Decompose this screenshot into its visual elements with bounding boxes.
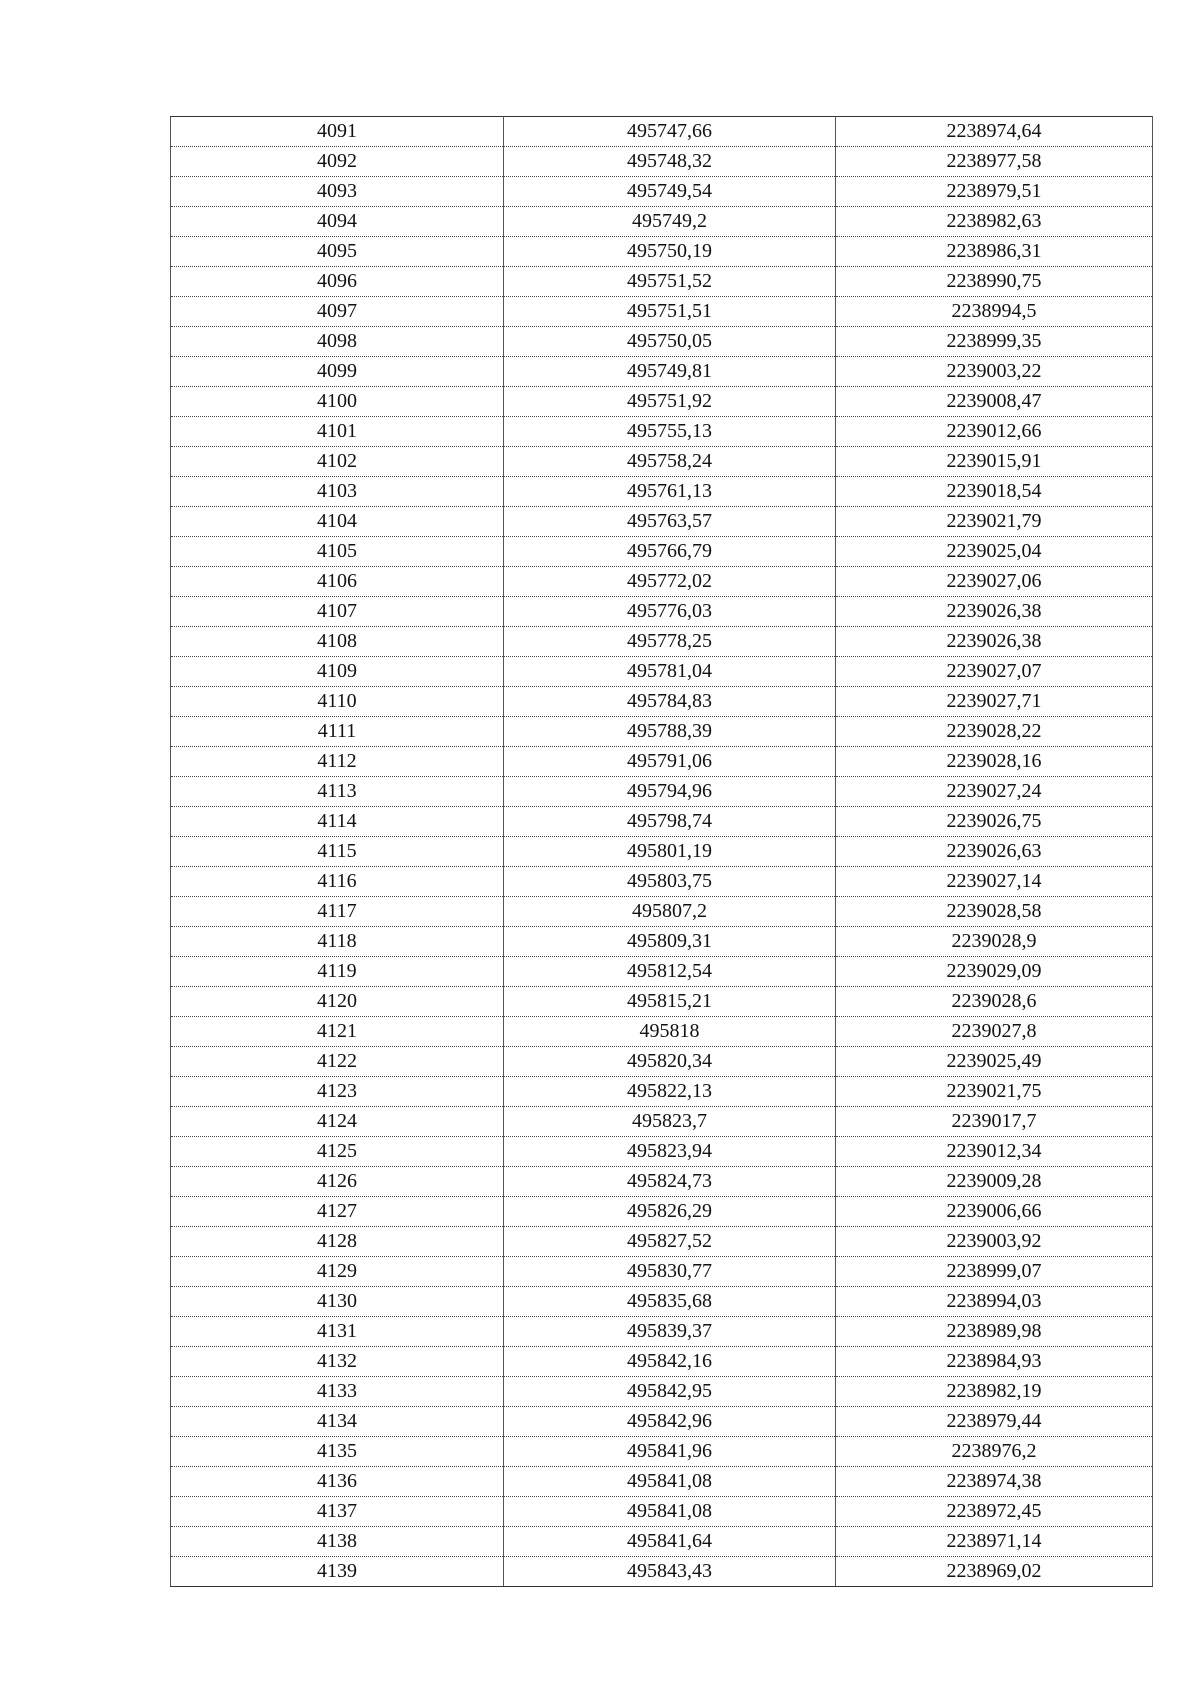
table-row xyxy=(171,957,1153,987)
y-coordinate-cell: 2238979,51 xyxy=(836,177,1153,207)
point-number-cell: 4106 xyxy=(171,567,504,597)
y-coordinate-cell: 2238977,58 xyxy=(836,147,1153,177)
y-coordinate-cell: 2239026,38 xyxy=(836,597,1153,627)
table-row xyxy=(171,1257,1153,1287)
point-number-cell: 4113 xyxy=(171,777,504,807)
y-coordinate-cell: 2239028,6 xyxy=(836,987,1153,1017)
point-number-cell: 4126 xyxy=(171,1167,504,1197)
y-coordinate-cell: 2238974,64 xyxy=(836,117,1153,147)
coordinate-table xyxy=(170,116,1153,1587)
point-number-cell: 4114 xyxy=(171,807,504,837)
table-row xyxy=(171,177,1153,207)
x-coordinate-cell: 495749,54 xyxy=(504,177,836,207)
point-number-cell: 4115 xyxy=(171,837,504,867)
table-row xyxy=(171,807,1153,837)
table-row xyxy=(171,1437,1153,1467)
table-row xyxy=(171,1197,1153,1227)
table-row xyxy=(171,1077,1153,1107)
x-coordinate-cell: 495830,77 xyxy=(504,1257,836,1287)
table-row xyxy=(171,357,1153,387)
y-coordinate-cell: 2238979,44 xyxy=(836,1407,1153,1437)
x-coordinate-cell: 495807,2 xyxy=(504,897,836,927)
point-number-cell: 4101 xyxy=(171,417,504,447)
y-coordinate-cell: 2239027,14 xyxy=(836,867,1153,897)
table-row xyxy=(171,1287,1153,1317)
y-coordinate-cell: 2238999,35 xyxy=(836,327,1153,357)
x-coordinate-cell: 495839,37 xyxy=(504,1317,836,1347)
y-coordinate-cell: 2239008,47 xyxy=(836,387,1153,417)
x-coordinate-cell: 495791,06 xyxy=(504,747,836,777)
y-coordinate-cell: 2239017,7 xyxy=(836,1107,1153,1137)
point-number-cell: 4136 xyxy=(171,1467,504,1497)
point-number-cell: 4123 xyxy=(171,1077,504,1107)
table-row xyxy=(171,1407,1153,1437)
y-coordinate-cell: 2238989,98 xyxy=(836,1317,1153,1347)
x-coordinate-cell: 495749,2 xyxy=(504,207,836,237)
point-number-cell: 4137 xyxy=(171,1497,504,1527)
point-number-cell: 4131 xyxy=(171,1317,504,1347)
table-row xyxy=(171,447,1153,477)
x-coordinate-cell: 495843,43 xyxy=(504,1557,836,1587)
y-coordinate-cell: 2238982,63 xyxy=(836,207,1153,237)
x-coordinate-cell: 495778,25 xyxy=(504,627,836,657)
table-row xyxy=(171,657,1153,687)
table-row xyxy=(171,267,1153,297)
y-coordinate-cell: 2239028,16 xyxy=(836,747,1153,777)
y-coordinate-cell: 2239003,92 xyxy=(836,1227,1153,1257)
y-coordinate-cell: 2239027,24 xyxy=(836,777,1153,807)
point-number-cell: 4124 xyxy=(171,1107,504,1137)
table-row xyxy=(171,507,1153,537)
point-number-cell: 4120 xyxy=(171,987,504,1017)
y-coordinate-cell: 2238994,03 xyxy=(836,1287,1153,1317)
x-coordinate-cell: 495755,13 xyxy=(504,417,836,447)
x-coordinate-cell: 495842,16 xyxy=(504,1347,836,1377)
table-row xyxy=(171,747,1153,777)
x-coordinate-cell: 495766,79 xyxy=(504,537,836,567)
x-coordinate-cell: 495747,66 xyxy=(504,117,836,147)
x-coordinate-cell: 495748,32 xyxy=(504,147,836,177)
table-row xyxy=(171,1497,1153,1527)
x-coordinate-cell: 495763,57 xyxy=(504,507,836,537)
point-number-cell: 4096 xyxy=(171,267,504,297)
y-coordinate-cell: 2239012,34 xyxy=(836,1137,1153,1167)
x-coordinate-cell: 495841,08 xyxy=(504,1497,836,1527)
point-number-cell: 4121 xyxy=(171,1017,504,1047)
table-row xyxy=(171,687,1153,717)
x-coordinate-cell: 495751,92 xyxy=(504,387,836,417)
table-row xyxy=(171,1377,1153,1407)
table-row xyxy=(171,777,1153,807)
point-number-cell: 4103 xyxy=(171,477,504,507)
x-coordinate-cell: 495809,31 xyxy=(504,927,836,957)
table-row xyxy=(171,897,1153,927)
point-number-cell: 4127 xyxy=(171,1197,504,1227)
x-coordinate-cell: 495772,02 xyxy=(504,567,836,597)
point-number-cell: 4107 xyxy=(171,597,504,627)
table-row xyxy=(171,147,1153,177)
y-coordinate-cell: 2239021,79 xyxy=(836,507,1153,537)
point-number-cell: 4138 xyxy=(171,1527,504,1557)
point-number-cell: 4125 xyxy=(171,1137,504,1167)
point-number-cell: 4109 xyxy=(171,657,504,687)
table-row xyxy=(171,927,1153,957)
point-number-cell: 4094 xyxy=(171,207,504,237)
table-row xyxy=(171,717,1153,747)
x-coordinate-cell: 495841,08 xyxy=(504,1467,836,1497)
point-number-cell: 4130 xyxy=(171,1287,504,1317)
point-number-cell: 4117 xyxy=(171,897,504,927)
point-number-cell: 4132 xyxy=(171,1347,504,1377)
y-coordinate-cell: 2239003,22 xyxy=(836,357,1153,387)
point-number-cell: 4122 xyxy=(171,1047,504,1077)
point-number-cell: 4112 xyxy=(171,747,504,777)
y-coordinate-cell: 2239012,66 xyxy=(836,417,1153,447)
y-coordinate-cell: 2239025,04 xyxy=(836,537,1153,567)
x-coordinate-cell: 495758,24 xyxy=(504,447,836,477)
x-coordinate-cell: 495826,29 xyxy=(504,1197,836,1227)
table-row xyxy=(171,1557,1153,1587)
y-coordinate-cell: 2238982,19 xyxy=(836,1377,1153,1407)
x-coordinate-cell: 495750,05 xyxy=(504,327,836,357)
x-coordinate-cell: 495820,34 xyxy=(504,1047,836,1077)
point-number-cell: 4108 xyxy=(171,627,504,657)
table-row xyxy=(171,1017,1153,1047)
table-row xyxy=(171,1167,1153,1197)
x-coordinate-cell: 495798,74 xyxy=(504,807,836,837)
y-coordinate-cell: 2238971,14 xyxy=(836,1527,1153,1557)
y-coordinate-cell: 2238994,5 xyxy=(836,297,1153,327)
y-coordinate-cell: 2239026,75 xyxy=(836,807,1153,837)
x-coordinate-cell: 495776,03 xyxy=(504,597,836,627)
y-coordinate-cell: 2239029,09 xyxy=(836,957,1153,987)
table-row xyxy=(171,387,1153,417)
x-coordinate-cell: 495823,7 xyxy=(504,1107,836,1137)
y-coordinate-cell: 2239028,58 xyxy=(836,897,1153,927)
x-coordinate-cell: 495835,68 xyxy=(504,1287,836,1317)
x-coordinate-cell: 495751,51 xyxy=(504,297,836,327)
point-number-cell: 4098 xyxy=(171,327,504,357)
y-coordinate-cell: 2238986,31 xyxy=(836,237,1153,267)
table-row xyxy=(171,987,1153,1017)
table-row xyxy=(171,1137,1153,1167)
point-number-cell: 4135 xyxy=(171,1437,504,1467)
x-coordinate-cell: 495751,52 xyxy=(504,267,836,297)
table-row xyxy=(171,1227,1153,1257)
point-number-cell: 4134 xyxy=(171,1407,504,1437)
table-row xyxy=(171,1317,1153,1347)
y-coordinate-cell: 2238990,75 xyxy=(836,267,1153,297)
x-coordinate-cell: 495822,13 xyxy=(504,1077,836,1107)
table-row xyxy=(171,567,1153,597)
table-row xyxy=(171,1107,1153,1137)
y-coordinate-cell: 2239021,75 xyxy=(836,1077,1153,1107)
point-number-cell: 4095 xyxy=(171,237,504,267)
y-coordinate-cell: 2239027,8 xyxy=(836,1017,1153,1047)
table-row xyxy=(171,597,1153,627)
y-coordinate-cell: 2239027,71 xyxy=(836,687,1153,717)
x-coordinate-cell: 495818 xyxy=(504,1017,836,1047)
coordinate-table-body xyxy=(171,117,1153,1587)
x-coordinate-cell: 495803,75 xyxy=(504,867,836,897)
x-coordinate-cell: 495841,64 xyxy=(504,1527,836,1557)
point-number-cell: 4129 xyxy=(171,1257,504,1287)
x-coordinate-cell: 495815,21 xyxy=(504,987,836,1017)
point-number-cell: 4118 xyxy=(171,927,504,957)
y-coordinate-cell: 2239015,91 xyxy=(836,447,1153,477)
y-coordinate-cell: 2239026,63 xyxy=(836,837,1153,867)
point-number-cell: 4116 xyxy=(171,867,504,897)
x-coordinate-cell: 495824,73 xyxy=(504,1167,836,1197)
table-row xyxy=(171,837,1153,867)
point-number-cell: 4092 xyxy=(171,147,504,177)
y-coordinate-cell: 2238999,07 xyxy=(836,1257,1153,1287)
point-number-cell: 4128 xyxy=(171,1227,504,1257)
y-coordinate-cell: 2239018,54 xyxy=(836,477,1153,507)
x-coordinate-cell: 495823,94 xyxy=(504,1137,836,1167)
y-coordinate-cell: 2238969,02 xyxy=(836,1557,1153,1587)
y-coordinate-cell: 2239028,9 xyxy=(836,927,1153,957)
point-number-cell: 4100 xyxy=(171,387,504,417)
point-number-cell: 4093 xyxy=(171,177,504,207)
table-row xyxy=(171,1047,1153,1077)
y-coordinate-cell: 2238974,38 xyxy=(836,1467,1153,1497)
table-row xyxy=(171,297,1153,327)
x-coordinate-cell: 495788,39 xyxy=(504,717,836,747)
x-coordinate-cell: 495841,96 xyxy=(504,1437,836,1467)
table-row xyxy=(171,237,1153,267)
point-number-cell: 4111 xyxy=(171,717,504,747)
table-row xyxy=(171,867,1153,897)
x-coordinate-cell: 495801,19 xyxy=(504,837,836,867)
x-coordinate-cell: 495750,19 xyxy=(504,237,836,267)
table-row xyxy=(171,537,1153,567)
point-number-cell: 4105 xyxy=(171,537,504,567)
y-coordinate-cell: 2239025,49 xyxy=(836,1047,1153,1077)
x-coordinate-cell: 495784,83 xyxy=(504,687,836,717)
point-number-cell: 4139 xyxy=(171,1557,504,1587)
point-number-cell: 4119 xyxy=(171,957,504,987)
table-row xyxy=(171,627,1153,657)
y-coordinate-cell: 2239009,28 xyxy=(836,1167,1153,1197)
x-coordinate-cell: 495761,13 xyxy=(504,477,836,507)
x-coordinate-cell: 495827,52 xyxy=(504,1227,836,1257)
table-row xyxy=(171,477,1153,507)
point-number-cell: 4099 xyxy=(171,357,504,387)
x-coordinate-cell: 495749,81 xyxy=(504,357,836,387)
table-row xyxy=(171,117,1153,147)
y-coordinate-cell: 2239006,66 xyxy=(836,1197,1153,1227)
y-coordinate-cell: 2239028,22 xyxy=(836,717,1153,747)
y-coordinate-cell: 2238984,93 xyxy=(836,1347,1153,1377)
x-coordinate-cell: 495842,96 xyxy=(504,1407,836,1437)
table-row xyxy=(171,1467,1153,1497)
point-number-cell: 4133 xyxy=(171,1377,504,1407)
y-coordinate-cell: 2239027,06 xyxy=(836,567,1153,597)
y-coordinate-cell: 2239027,07 xyxy=(836,657,1153,687)
table-row xyxy=(171,1347,1153,1377)
point-number-cell: 4097 xyxy=(171,297,504,327)
point-number-cell: 4104 xyxy=(171,507,504,537)
point-number-cell: 4091 xyxy=(171,117,504,147)
x-coordinate-cell: 495842,95 xyxy=(504,1377,836,1407)
x-coordinate-cell: 495794,96 xyxy=(504,777,836,807)
table-row xyxy=(171,417,1153,447)
table-row xyxy=(171,207,1153,237)
point-number-cell: 4102 xyxy=(171,447,504,477)
point-number-cell: 4110 xyxy=(171,687,504,717)
y-coordinate-cell: 2238972,45 xyxy=(836,1497,1153,1527)
table-row xyxy=(171,1527,1153,1557)
y-coordinate-cell: 2239026,38 xyxy=(836,627,1153,657)
x-coordinate-cell: 495812,54 xyxy=(504,957,836,987)
x-coordinate-cell: 495781,04 xyxy=(504,657,836,687)
table-row xyxy=(171,327,1153,357)
y-coordinate-cell: 2238976,2 xyxy=(836,1437,1153,1467)
